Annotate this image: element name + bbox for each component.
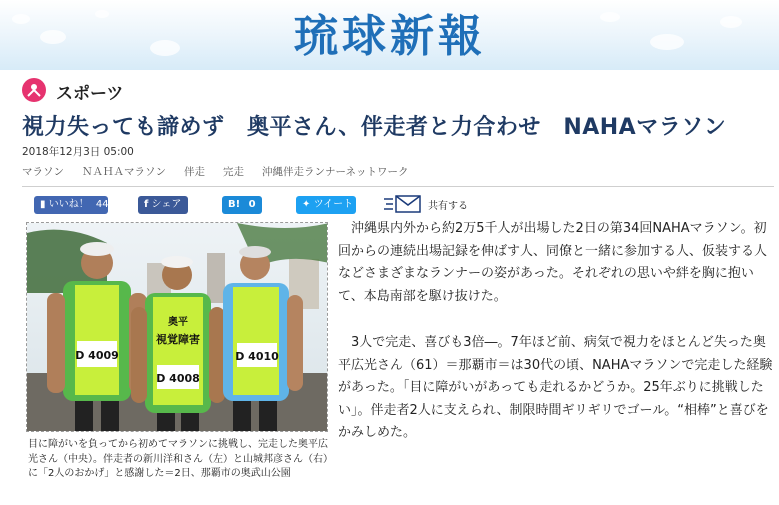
article-headline: 視力失っても諦めず 奥平さん、伴走者と力合わせ NAHAマラソン xyxy=(22,115,727,140)
vest-text: 視覚障害 xyxy=(156,333,200,346)
hatena-label: B! xyxy=(228,199,241,210)
category-icon xyxy=(22,78,46,102)
site-logo[interactable]: 琉球新報 xyxy=(294,11,486,62)
bib-number-left: D 4009 xyxy=(75,349,119,362)
bib-number-right: D 4010 xyxy=(235,350,279,363)
category-label[interactable]: スポーツ xyxy=(56,84,124,103)
like-count: 44 xyxy=(95,199,109,210)
tag-link[interactable]: 完走 xyxy=(223,166,244,178)
tag-link[interactable]: 沖縄伴走ランナーネットワーク xyxy=(262,166,409,178)
vest-text-top: 奥平 xyxy=(168,317,188,328)
article-tags xyxy=(22,164,408,179)
facebook-like-button[interactable] xyxy=(34,196,108,214)
tag-link[interactable]: 伴走 xyxy=(184,166,205,178)
hatena-bookmark-button[interactable] xyxy=(222,196,262,214)
facebook-icon: f xyxy=(144,199,149,210)
tweet-label: ツイート xyxy=(313,199,354,210)
article-date: 2018年12月3日 05:00 xyxy=(22,146,134,158)
mail-share-button[interactable] xyxy=(384,194,468,214)
article-paragraph: 3人で完走、喜びも3倍―。7年ほど前、病気で視力をほとんど失った奥平広光さん（61）＝那覇市＝は30代の頃、NAHAマラソンで完走した経験があった。「目に障がいがあっても走れるかどうか。25年ぶりに挑戦したい」。伴走者2人に支えられ、制限時間ギリギリでゴール。“相棒”と喜びをかみしめた。 xyxy=(338,335,773,440)
header-divider xyxy=(22,186,774,187)
tweet-button[interactable] xyxy=(296,196,356,214)
article-paragraph: 沖縄県内外から約2万5千人が出場した2日の第34回NAHAマラソン。初回からの連続出場記録を伸ばす人、同僚と一緒に参加する人、仮装する人などさまざまなランナーの姿があった。それぞれの思いや絆を胸に抱いて、本島南部を駆け抜けた。 xyxy=(338,221,768,304)
mail-share-label: 共有する xyxy=(428,200,468,212)
facebook-share-button[interactable] xyxy=(138,196,188,214)
article-photo xyxy=(26,222,328,432)
hatena-count: 0 xyxy=(248,199,256,210)
article-body xyxy=(338,218,774,445)
share-label: シェア xyxy=(151,199,182,210)
bib-number-center: D 4008 xyxy=(156,372,200,385)
thumbs-up-icon: ▮ xyxy=(40,199,46,210)
tag-link[interactable]: ＮＡＨＡマラソン xyxy=(82,166,166,178)
photo-caption: 目に障がいを負ってから初めてマラソンに挑戦し、完走した奥平広光さん（中央）。伴走者の新川洋和さん（左）と山城邦彦さん（右）に「2人のおかげ」と感謝した＝2日、那覇市の奥武山公園 xyxy=(28,439,328,479)
tag-link[interactable]: マラソン xyxy=(22,166,64,178)
mail-icon xyxy=(384,194,422,214)
twitter-bird-icon: ✦ xyxy=(302,199,311,210)
site-header-banner xyxy=(0,0,779,70)
like-label: いいね！ xyxy=(48,199,89,210)
